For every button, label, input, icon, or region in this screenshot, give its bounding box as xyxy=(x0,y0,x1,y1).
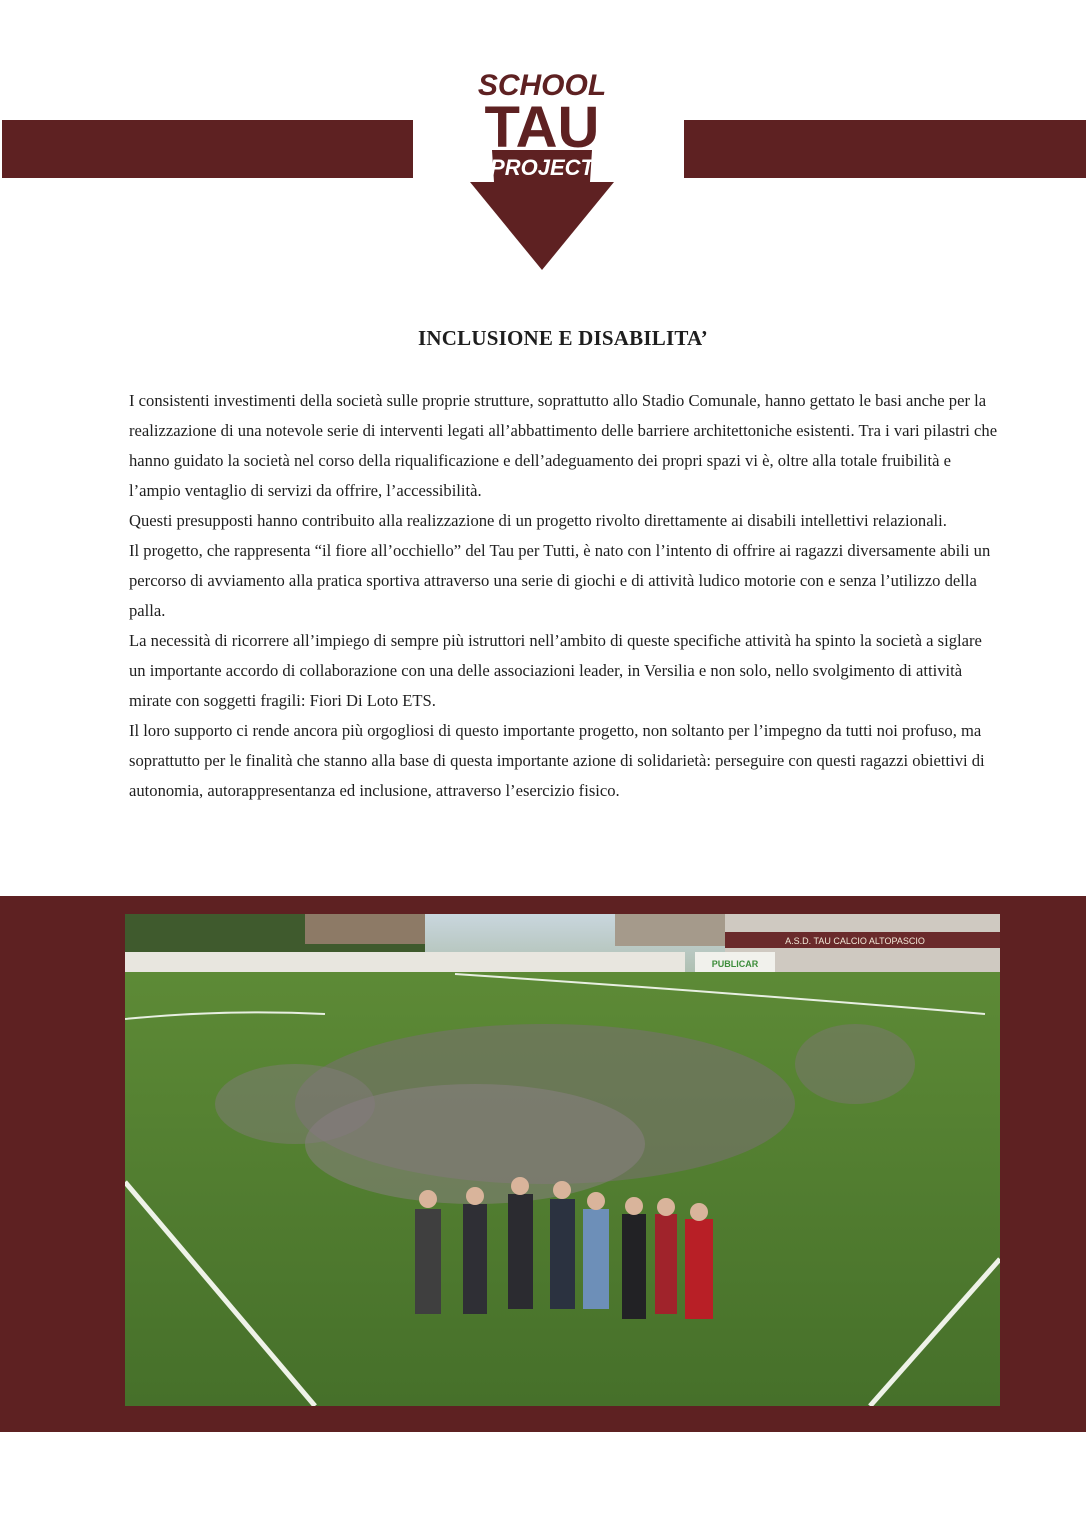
paragraph-2: Questi presupposti hanno contribuito alla realizzazione di un progetto rivolto direttamente ai disabili intellettivi relazionali. xyxy=(129,511,947,530)
header-band-left xyxy=(2,120,413,178)
advertising-boards xyxy=(125,952,685,972)
sponsor-banner: PUBLICAR xyxy=(711,959,759,969)
school-tau-project-logo xyxy=(462,62,622,274)
paragraph-5: Il loro supporto ci rende ancora più orgogliosi di questo importante progetto, non soltanto per l’impegno da tutti noi profuso, ma soprattutto per le finalità che stanno alla base di questa importante azione di solidarietà: perseguire con questi ragazzi obiettivi di autonomia, autorappresentanza ed inclusione, attraverso l’esercizio fisico. xyxy=(129,721,985,800)
logo-line-school: SCHOOL xyxy=(477,69,607,102)
logo-line-tau: TAU xyxy=(484,95,600,160)
paragraph-3: Il progetto, che rappresenta “il fiore all’occhiello” del Tau per Tutti, è nato con l’intento di offrire ai ragazzi diversamente abili un percorso di avviamento alla pratica sportiva attraverso una serie di giochi e di attività ludico motorie con e senza l’utilizzo della palla. xyxy=(129,541,991,620)
body-text xyxy=(129,386,999,806)
paragraph-4: La necessità di ricorrere all’impiego di sempre più istruttori nell’ambito di queste specifiche attività ha spinto la società a siglare un importante accordo di collaborazione con una delle associazioni leader, in Versilia e non solo, nello svolgimento di attività mirate con soggetti fragili: Fiori Di Loto ETS. xyxy=(129,631,982,710)
logo-line-project: PROJECT xyxy=(490,155,594,180)
building-sign: A.S.D. TAU CALCIO ALTOPASCIO xyxy=(785,936,925,946)
page-title: INCLUSIONE E DISABILITA’ xyxy=(418,326,708,350)
tau-triangle-logo-icon xyxy=(470,182,614,270)
paragraph-1: I consistenti investimenti della società sulle proprie strutture, soprattutto allo Stadio Comunale, hanno gettato le basi anche per la realizzazione di una notevole serie di interventi legati all’abbattimento delle barriere architettoniche esistenti. Tra i vari pilastri che hanno guidato la società nel corso della riqualificazione e dell’adeguamento dei propri spazi vi è, oltre alla totale fruibilità e l’ampio ventaglio di servizi da offrire, l’accessibilità. xyxy=(129,391,998,500)
stadium-group-photo xyxy=(125,914,1000,1406)
header-band-right xyxy=(684,120,1086,178)
